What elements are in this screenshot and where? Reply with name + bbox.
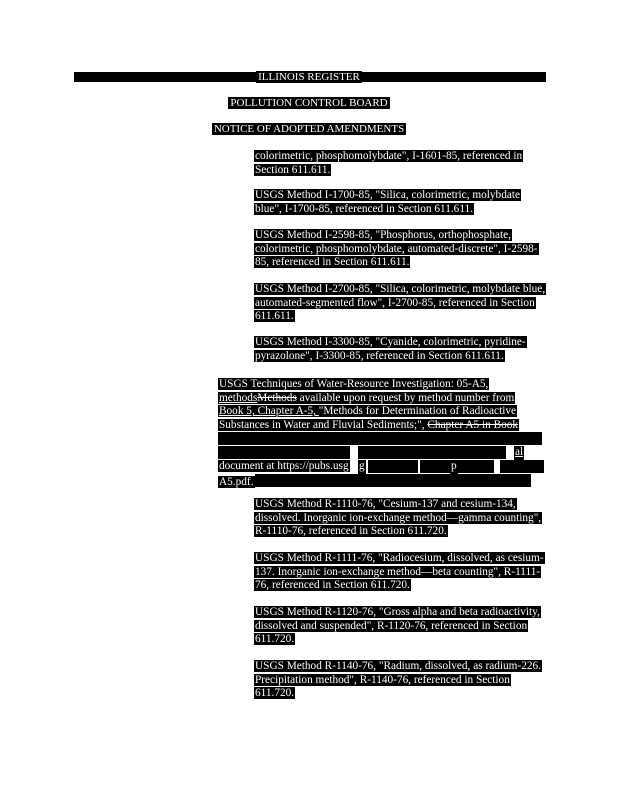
board-title bbox=[0, 97, 618, 109]
techniques-line: USGS Techniques of Water-Resource Investigation: 05-A5, bbox=[219, 378, 489, 390]
techniques-url: document at https://pubs.usg bbox=[219, 460, 349, 473]
method-paragraph bbox=[254, 283, 546, 324]
redacted-line bbox=[218, 446, 350, 459]
techniques-line: A5.pdf. bbox=[219, 476, 254, 489]
method-text: USGS Method R-1140-76, "Radium, dissolved, as radium-226. Precipitation method", R-1140-76, referenced in Section 611.720. bbox=[255, 660, 541, 700]
notice-title bbox=[0, 123, 618, 135]
method-paragraph bbox=[254, 606, 546, 647]
redacted-block bbox=[368, 460, 418, 473]
redacted-block bbox=[358, 446, 506, 459]
method-paragraph bbox=[254, 498, 546, 539]
board-title-text: POLLUTION CONTROL BOARD bbox=[230, 97, 388, 109]
inserted-text: Book 5, Chapter A-5, bbox=[219, 405, 319, 418]
method-paragraph bbox=[254, 229, 546, 270]
method-text: USGS Method R-1120-76, "Gross alpha and beta radioactivity, dissolved and suspended", R-1120-76, referenced in Section 611.720. bbox=[255, 606, 540, 646]
method-paragraph bbox=[254, 189, 546, 216]
method-paragraph bbox=[254, 336, 546, 363]
method-text: USGS Method I-3300-85, "Cyanide, colorimetric, pyridine-pyrazolone", I-3300-85, referenced in Section 611.611. bbox=[255, 336, 526, 362]
techniques-block bbox=[218, 378, 546, 490]
inserted-text: methods bbox=[219, 391, 258, 404]
techniques-line: Substances in Water and Fluvial Sediments bbox=[219, 418, 414, 431]
register-title bbox=[0, 71, 618, 83]
method-text: USGS Method R-1110-76, "Cesium-137 and cesium-134, dissolved. Inorganic ion-exchange method—gamma counting", R-1110-76, referenced in Section 611.720. bbox=[255, 498, 542, 538]
techniques-punct: ;", bbox=[413, 418, 428, 431]
redacted-block bbox=[500, 460, 544, 473]
method-text: colorimetric, phosphomolybdate", I-1601-85, referenced in Section 611.611. bbox=[255, 150, 523, 176]
redacted-line bbox=[218, 432, 542, 445]
notice-title-text: NOTICE OF ADOPTED AMENDMENTS bbox=[213, 123, 405, 135]
method-paragraph bbox=[254, 552, 546, 593]
method-text: USGS Method I-2598-85, "Phosphorus, orthophosphate, colorimetric, phosphomolybdate, automated-discrete", I-2598-85, referenced in Section 611.611. bbox=[255, 229, 538, 269]
techniques-line: available upon request by method number from bbox=[296, 391, 515, 404]
method-paragraph bbox=[254, 660, 546, 701]
inserted-text: al bbox=[515, 446, 524, 459]
techniques-line: "Methods for Determination of Radioactive bbox=[318, 405, 517, 418]
method-text: USGS Method I-2700-85, "Silica, colorimetric, molybdate blue, automated-segmented flow", I-2700-85, referenced in Section 611.611. bbox=[255, 283, 546, 323]
redacted-block bbox=[255, 474, 531, 487]
register-title-text: ILLINOIS REGISTER bbox=[258, 71, 360, 83]
deleted-text: Methods bbox=[257, 391, 297, 404]
techniques-url: p bbox=[451, 460, 457, 473]
method-text: USGS Method I-1700-85, "Silica, colorimetric, molybdate blue", I-1700-85, referenced in Section 611.611. bbox=[255, 189, 521, 215]
techniques-url: g bbox=[359, 460, 365, 473]
method-text: USGS Method R-1111-76, "Radiocesium, dissolved, as cesium-137. Inorganic ion-exchange method—beta counting", R-1111-76, referenced in Section 611.720. bbox=[255, 552, 544, 592]
deleted-text: Chapter A5 in Book bbox=[427, 418, 519, 431]
method-paragraph bbox=[254, 150, 546, 177]
